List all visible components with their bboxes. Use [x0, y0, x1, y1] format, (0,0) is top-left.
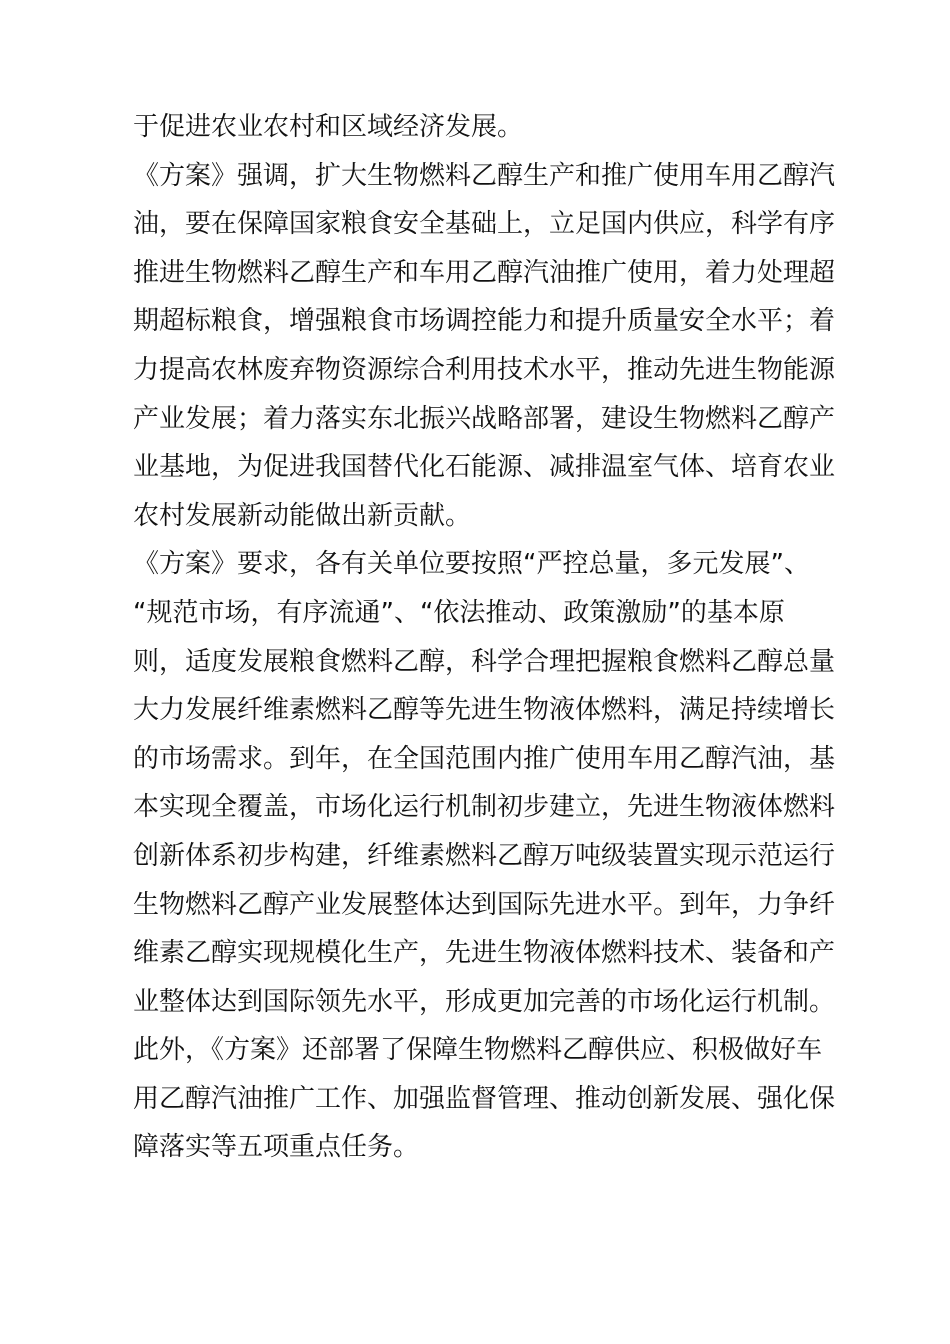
body-text [133, 103, 836, 1172]
text-line: 则，适度发展粮食燃料乙醇，科学合理把握粮食燃料乙醇总量 [133, 646, 836, 677]
text-line: 生物燃料乙醇产业发展整体达到国际先进水平。到年，力争纤 [133, 889, 836, 920]
text-line: 产业发展；着力落实东北振兴战略部署，建设生物燃料乙醇产 [133, 403, 836, 434]
text-line: 油，要在保障国家粮食安全基础上，立足国内供应，科学有序 [133, 209, 836, 240]
text-line: 推进生物燃料乙醇生产和车用乙醇汽油推广使用，着力处理超 [133, 257, 836, 288]
text-line: 力提高农林废弃物资源综合利用技术水平，推动先进生物能源 [133, 354, 836, 385]
text-line: 本实现全覆盖，市场化运行机制初步建立，先进生物液体燃料 [133, 792, 836, 823]
text-line: 业整体达到国际领先水平，形成更加完善的市场化运行机制。 [133, 986, 836, 1017]
text-line: 用乙醇汽油推广工作、加强监督管理、推动创新发展、强化保 [133, 1083, 836, 1114]
text-line: 《方案》强调，扩大生物燃料乙醇生产和推广使用车用乙醇汽 [133, 160, 836, 191]
text-line: 业基地，为促进我国替代化石能源、减排温室气体、培育农业 [133, 452, 836, 483]
text-line: 维素乙醇实现规模化生产，先进生物液体燃料技术、装备和产 [133, 938, 836, 969]
text-line: 《方案》要求，各有关单位要按照“严控总量，多元发展”、 [133, 549, 810, 580]
text-line: 大力发展纤维素燃料乙醇等先进生物液体燃料，满足持续增长 [133, 695, 836, 726]
text-line: 的市场需求。到年，在全国范围内推广使用车用乙醇汽油，基 [133, 743, 836, 774]
text-line: “规范市场，有序流通”、“依法推动、政策激励”的基本原 [133, 597, 785, 628]
text-line: 障落实等五项重点任务。 [133, 1132, 420, 1163]
text-line: 此外，《方案》还部署了保障生物燃料乙醇供应、积极做好车 [133, 1035, 823, 1066]
text-line: 期超标粮食，增强粮食市场调控能力和提升质量安全水平；着 [133, 306, 836, 337]
text-line: 创新体系初步构建，纤维素燃料乙醇万吨级装置实现示范运行 [133, 840, 836, 871]
text-line: 农村发展新动能做出新贡献。 [133, 500, 472, 531]
text-line: 于促进农业农村和区域经济发展。 [133, 112, 524, 142]
